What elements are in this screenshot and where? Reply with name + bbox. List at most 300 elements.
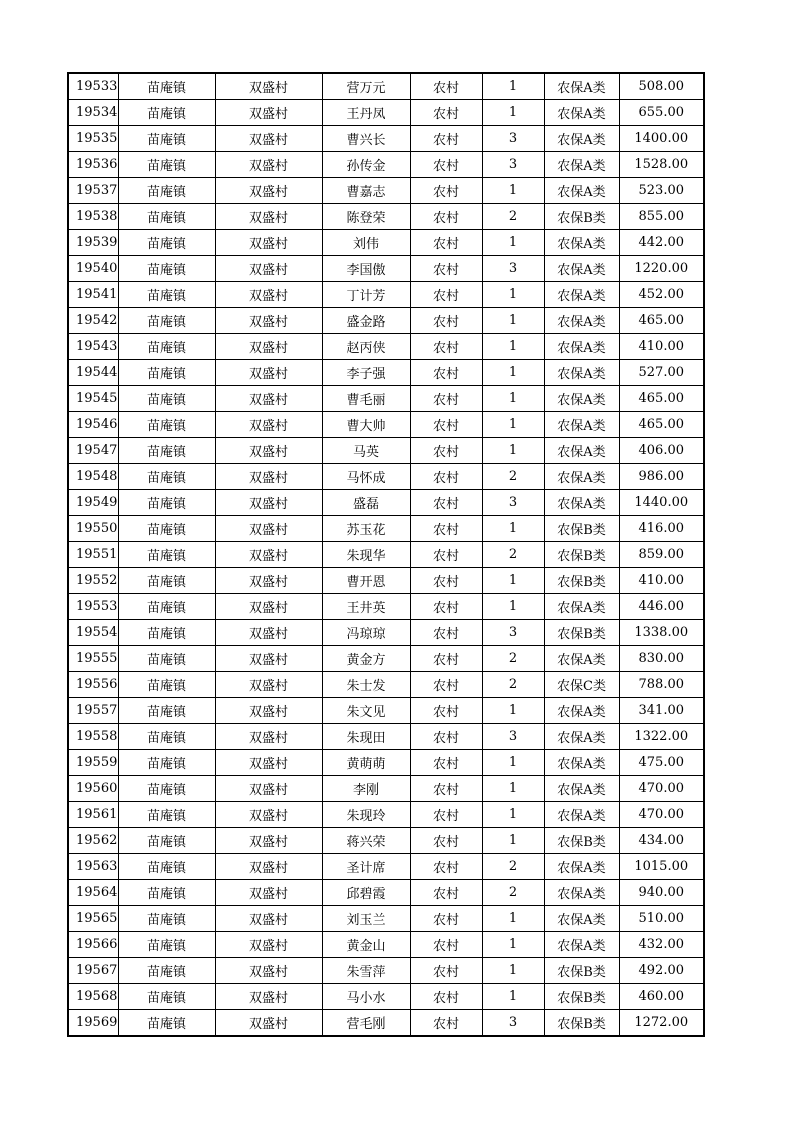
name-cell: 黄金山 xyxy=(322,932,410,958)
amount-cell: 1338.00 xyxy=(619,620,704,646)
record-id-cell: 19560 xyxy=(68,776,118,802)
table-row xyxy=(68,334,704,360)
count-cell: 1 xyxy=(482,984,544,1010)
household-type-cell: 农村 xyxy=(410,828,482,854)
count-cell: 1 xyxy=(482,230,544,256)
amount-cell: 655.00 xyxy=(619,100,704,126)
name-cell: 陈登荣 xyxy=(322,204,410,230)
table-row xyxy=(68,412,704,438)
village-cell: 双盛村 xyxy=(215,334,322,360)
household-type-cell: 农村 xyxy=(410,516,482,542)
table-row xyxy=(68,204,704,230)
name-cell: 营毛刚 xyxy=(322,1010,410,1037)
record-id-cell: 19558 xyxy=(68,724,118,750)
town-cell: 苗庵镇 xyxy=(118,880,215,906)
household-type-cell: 农村 xyxy=(410,412,482,438)
village-cell: 双盛村 xyxy=(215,854,322,880)
household-type-cell: 农村 xyxy=(410,464,482,490)
amount-cell: 341.00 xyxy=(619,698,704,724)
village-cell: 双盛村 xyxy=(215,490,322,516)
village-cell: 双盛村 xyxy=(215,750,322,776)
amount-cell: 508.00 xyxy=(619,73,704,100)
town-cell: 苗庵镇 xyxy=(118,1010,215,1037)
household-type-cell: 农村 xyxy=(410,724,482,750)
town-cell: 苗庵镇 xyxy=(118,360,215,386)
category-cell: 农保B类 xyxy=(544,984,619,1010)
household-type-cell: 农村 xyxy=(410,490,482,516)
table-row xyxy=(68,984,704,1010)
category-cell: 农保A类 xyxy=(544,438,619,464)
table-row xyxy=(68,490,704,516)
amount-cell: 442.00 xyxy=(619,230,704,256)
table-row xyxy=(68,100,704,126)
count-cell: 1 xyxy=(482,906,544,932)
household-type-cell: 农村 xyxy=(410,932,482,958)
count-cell: 1 xyxy=(482,828,544,854)
table-row xyxy=(68,438,704,464)
amount-cell: 1440.00 xyxy=(619,490,704,516)
table-row xyxy=(68,73,704,100)
record-id-cell: 19551 xyxy=(68,542,118,568)
record-id-cell: 19562 xyxy=(68,828,118,854)
town-cell: 苗庵镇 xyxy=(118,204,215,230)
town-cell: 苗庵镇 xyxy=(118,334,215,360)
town-cell: 苗庵镇 xyxy=(118,698,215,724)
village-cell: 双盛村 xyxy=(215,568,322,594)
amount-cell: 1322.00 xyxy=(619,724,704,750)
name-cell: 曹嘉志 xyxy=(322,178,410,204)
count-cell: 1 xyxy=(482,932,544,958)
count-cell: 3 xyxy=(482,126,544,152)
amount-cell: 410.00 xyxy=(619,334,704,360)
name-cell: 丁计芳 xyxy=(322,282,410,308)
name-cell: 马小水 xyxy=(322,984,410,1010)
category-cell: 农保B类 xyxy=(544,568,619,594)
amount-cell: 523.00 xyxy=(619,178,704,204)
table-row xyxy=(68,958,704,984)
count-cell: 1 xyxy=(482,308,544,334)
table-row xyxy=(68,828,704,854)
household-type-cell: 农村 xyxy=(410,958,482,984)
town-cell: 苗庵镇 xyxy=(118,828,215,854)
record-id-cell: 19561 xyxy=(68,802,118,828)
household-type-cell: 农村 xyxy=(410,802,482,828)
count-cell: 1 xyxy=(482,178,544,204)
village-cell: 双盛村 xyxy=(215,308,322,334)
town-cell: 苗庵镇 xyxy=(118,282,215,308)
town-cell: 苗庵镇 xyxy=(118,178,215,204)
table-row xyxy=(68,932,704,958)
table-row xyxy=(68,802,704,828)
category-cell: 农保A类 xyxy=(544,464,619,490)
category-cell: 农保A类 xyxy=(544,802,619,828)
town-cell: 苗庵镇 xyxy=(118,73,215,100)
town-cell: 苗庵镇 xyxy=(118,672,215,698)
count-cell: 1 xyxy=(482,594,544,620)
table-row xyxy=(68,568,704,594)
category-cell: 农保B类 xyxy=(544,958,619,984)
count-cell: 3 xyxy=(482,490,544,516)
town-cell: 苗庵镇 xyxy=(118,126,215,152)
village-cell: 双盛村 xyxy=(215,594,322,620)
town-cell: 苗庵镇 xyxy=(118,568,215,594)
count-cell: 1 xyxy=(482,412,544,438)
count-cell: 1 xyxy=(482,73,544,100)
name-cell: 曹大帅 xyxy=(322,412,410,438)
category-cell: 农保B类 xyxy=(544,204,619,230)
table-row xyxy=(68,776,704,802)
amount-cell: 410.00 xyxy=(619,568,704,594)
town-cell: 苗庵镇 xyxy=(118,932,215,958)
table-row xyxy=(68,542,704,568)
town-cell: 苗庵镇 xyxy=(118,230,215,256)
records-table xyxy=(67,72,705,1037)
count-cell: 2 xyxy=(482,542,544,568)
amount-cell: 432.00 xyxy=(619,932,704,958)
household-type-cell: 农村 xyxy=(410,438,482,464)
town-cell: 苗庵镇 xyxy=(118,542,215,568)
town-cell: 苗庵镇 xyxy=(118,386,215,412)
record-id-cell: 19555 xyxy=(68,646,118,672)
household-type-cell: 农村 xyxy=(410,542,482,568)
record-id-cell: 19550 xyxy=(68,516,118,542)
amount-cell: 470.00 xyxy=(619,776,704,802)
amount-cell: 1220.00 xyxy=(619,256,704,282)
village-cell: 双盛村 xyxy=(215,932,322,958)
amount-cell: 1015.00 xyxy=(619,854,704,880)
village-cell: 双盛村 xyxy=(215,724,322,750)
record-id-cell: 19553 xyxy=(68,594,118,620)
village-cell: 双盛村 xyxy=(215,412,322,438)
town-cell: 苗庵镇 xyxy=(118,646,215,672)
name-cell: 营万元 xyxy=(322,73,410,100)
village-cell: 双盛村 xyxy=(215,516,322,542)
record-id-cell: 19552 xyxy=(68,568,118,594)
town-cell: 苗庵镇 xyxy=(118,516,215,542)
record-id-cell: 19537 xyxy=(68,178,118,204)
count-cell: 2 xyxy=(482,880,544,906)
village-cell: 双盛村 xyxy=(215,880,322,906)
amount-cell: 465.00 xyxy=(619,412,704,438)
table-row xyxy=(68,1010,704,1037)
table-row xyxy=(68,698,704,724)
count-cell: 1 xyxy=(482,750,544,776)
record-id-cell: 19569 xyxy=(68,1010,118,1037)
record-id-cell: 19547 xyxy=(68,438,118,464)
amount-cell: 830.00 xyxy=(619,646,704,672)
name-cell: 李刚 xyxy=(322,776,410,802)
count-cell: 2 xyxy=(482,854,544,880)
table-row xyxy=(68,620,704,646)
amount-cell: 527.00 xyxy=(619,360,704,386)
record-id-cell: 19543 xyxy=(68,334,118,360)
table-row xyxy=(68,178,704,204)
table-row xyxy=(68,750,704,776)
table-row xyxy=(68,152,704,178)
count-cell: 2 xyxy=(482,672,544,698)
household-type-cell: 农村 xyxy=(410,100,482,126)
household-type-cell: 农村 xyxy=(410,620,482,646)
table-row xyxy=(68,880,704,906)
count-cell: 1 xyxy=(482,516,544,542)
record-id-cell: 19542 xyxy=(68,308,118,334)
household-type-cell: 农村 xyxy=(410,646,482,672)
category-cell: 农保A类 xyxy=(544,256,619,282)
category-cell: 农保A类 xyxy=(544,854,619,880)
town-cell: 苗庵镇 xyxy=(118,412,215,438)
town-cell: 苗庵镇 xyxy=(118,750,215,776)
table-row xyxy=(68,906,704,932)
record-id-cell: 19568 xyxy=(68,984,118,1010)
name-cell: 苏玉花 xyxy=(322,516,410,542)
category-cell: 农保A类 xyxy=(544,334,619,360)
record-id-cell: 19557 xyxy=(68,698,118,724)
village-cell: 双盛村 xyxy=(215,178,322,204)
amount-cell: 475.00 xyxy=(619,750,704,776)
record-id-cell: 19548 xyxy=(68,464,118,490)
amount-cell: 460.00 xyxy=(619,984,704,1010)
category-cell: 农保A类 xyxy=(544,724,619,750)
record-id-cell: 19540 xyxy=(68,256,118,282)
household-type-cell: 农村 xyxy=(410,282,482,308)
village-cell: 双盛村 xyxy=(215,256,322,282)
count-cell: 3 xyxy=(482,620,544,646)
category-cell: 农保B类 xyxy=(544,542,619,568)
category-cell: 农保A类 xyxy=(544,308,619,334)
count-cell: 2 xyxy=(482,646,544,672)
category-cell: 农保A类 xyxy=(544,776,619,802)
town-cell: 苗庵镇 xyxy=(118,802,215,828)
count-cell: 1 xyxy=(482,282,544,308)
household-type-cell: 农村 xyxy=(410,1010,482,1037)
household-type-cell: 农村 xyxy=(410,594,482,620)
category-cell: 农保A类 xyxy=(544,100,619,126)
category-cell: 农保B类 xyxy=(544,516,619,542)
table-row xyxy=(68,516,704,542)
record-id-cell: 19567 xyxy=(68,958,118,984)
count-cell: 3 xyxy=(482,1010,544,1037)
record-id-cell: 19564 xyxy=(68,880,118,906)
amount-cell: 492.00 xyxy=(619,958,704,984)
town-cell: 苗庵镇 xyxy=(118,256,215,282)
category-cell: 农保A类 xyxy=(544,594,619,620)
record-id-cell: 19556 xyxy=(68,672,118,698)
household-type-cell: 农村 xyxy=(410,672,482,698)
household-type-cell: 农村 xyxy=(410,360,482,386)
category-cell: 农保C类 xyxy=(544,672,619,698)
record-id-cell: 19538 xyxy=(68,204,118,230)
village-cell: 双盛村 xyxy=(215,542,322,568)
household-type-cell: 农村 xyxy=(410,698,482,724)
record-id-cell: 19539 xyxy=(68,230,118,256)
village-cell: 双盛村 xyxy=(215,73,322,100)
table-row xyxy=(68,308,704,334)
village-cell: 双盛村 xyxy=(215,282,322,308)
name-cell: 黄金方 xyxy=(322,646,410,672)
town-cell: 苗庵镇 xyxy=(118,438,215,464)
amount-cell: 446.00 xyxy=(619,594,704,620)
name-cell: 蒋兴荣 xyxy=(322,828,410,854)
name-cell: 朱现田 xyxy=(322,724,410,750)
record-id-cell: 19535 xyxy=(68,126,118,152)
name-cell: 圣计席 xyxy=(322,854,410,880)
amount-cell: 416.00 xyxy=(619,516,704,542)
household-type-cell: 农村 xyxy=(410,73,482,100)
amount-cell: 1528.00 xyxy=(619,152,704,178)
amount-cell: 406.00 xyxy=(619,438,704,464)
category-cell: 农保A类 xyxy=(544,360,619,386)
count-cell: 3 xyxy=(482,256,544,282)
name-cell: 黄萌萌 xyxy=(322,750,410,776)
town-cell: 苗庵镇 xyxy=(118,100,215,126)
household-type-cell: 农村 xyxy=(410,178,482,204)
count-cell: 1 xyxy=(482,360,544,386)
household-type-cell: 农村 xyxy=(410,126,482,152)
name-cell: 曹兴长 xyxy=(322,126,410,152)
category-cell: 农保A类 xyxy=(544,126,619,152)
count-cell: 1 xyxy=(482,802,544,828)
category-cell: 农保A类 xyxy=(544,880,619,906)
amount-cell: 859.00 xyxy=(619,542,704,568)
record-id-cell: 19563 xyxy=(68,854,118,880)
category-cell: 农保A类 xyxy=(544,932,619,958)
category-cell: 农保A类 xyxy=(544,73,619,100)
town-cell: 苗庵镇 xyxy=(118,854,215,880)
amount-cell: 470.00 xyxy=(619,802,704,828)
table-row xyxy=(68,282,704,308)
record-id-cell: 19541 xyxy=(68,282,118,308)
name-cell: 赵丙侠 xyxy=(322,334,410,360)
village-cell: 双盛村 xyxy=(215,802,322,828)
table-row xyxy=(68,360,704,386)
category-cell: 农保A类 xyxy=(544,412,619,438)
amount-cell: 1400.00 xyxy=(619,126,704,152)
table-row xyxy=(68,854,704,880)
name-cell: 刘伟 xyxy=(322,230,410,256)
record-id-cell: 19546 xyxy=(68,412,118,438)
village-cell: 双盛村 xyxy=(215,204,322,230)
village-cell: 双盛村 xyxy=(215,828,322,854)
category-cell: 农保A类 xyxy=(544,698,619,724)
table-row xyxy=(68,256,704,282)
count-cell: 2 xyxy=(482,464,544,490)
count-cell: 1 xyxy=(482,776,544,802)
name-cell: 朱士发 xyxy=(322,672,410,698)
category-cell: 农保B类 xyxy=(544,620,619,646)
category-cell: 农保B类 xyxy=(544,1010,619,1037)
village-cell: 双盛村 xyxy=(215,100,322,126)
town-cell: 苗庵镇 xyxy=(118,594,215,620)
table-row xyxy=(68,724,704,750)
village-cell: 双盛村 xyxy=(215,672,322,698)
record-id-cell: 19536 xyxy=(68,152,118,178)
category-cell: 农保A类 xyxy=(544,750,619,776)
household-type-cell: 农村 xyxy=(410,152,482,178)
amount-cell: 465.00 xyxy=(619,308,704,334)
village-cell: 双盛村 xyxy=(215,698,322,724)
table-row xyxy=(68,386,704,412)
count-cell: 2 xyxy=(482,204,544,230)
category-cell: 农保A类 xyxy=(544,152,619,178)
village-cell: 双盛村 xyxy=(215,984,322,1010)
household-type-cell: 农村 xyxy=(410,750,482,776)
village-cell: 双盛村 xyxy=(215,230,322,256)
category-cell: 农保A类 xyxy=(544,178,619,204)
amount-cell: 855.00 xyxy=(619,204,704,230)
category-cell: 农保A类 xyxy=(544,230,619,256)
name-cell: 李国傲 xyxy=(322,256,410,282)
name-cell: 马英 xyxy=(322,438,410,464)
town-cell: 苗庵镇 xyxy=(118,906,215,932)
category-cell: 农保A类 xyxy=(544,490,619,516)
name-cell: 朱文见 xyxy=(322,698,410,724)
name-cell: 盛金路 xyxy=(322,308,410,334)
name-cell: 冯琼琼 xyxy=(322,620,410,646)
amount-cell: 465.00 xyxy=(619,386,704,412)
count-cell: 1 xyxy=(482,568,544,594)
table-row xyxy=(68,126,704,152)
category-cell: 农保A类 xyxy=(544,646,619,672)
category-cell: 农保A类 xyxy=(544,906,619,932)
record-id-cell: 19534 xyxy=(68,100,118,126)
village-cell: 双盛村 xyxy=(215,126,322,152)
household-type-cell: 农村 xyxy=(410,256,482,282)
town-cell: 苗庵镇 xyxy=(118,464,215,490)
village-cell: 双盛村 xyxy=(215,464,322,490)
household-type-cell: 农村 xyxy=(410,776,482,802)
amount-cell: 510.00 xyxy=(619,906,704,932)
table-row xyxy=(68,594,704,620)
amount-cell: 434.00 xyxy=(619,828,704,854)
village-cell: 双盛村 xyxy=(215,646,322,672)
household-type-cell: 农村 xyxy=(410,386,482,412)
name-cell: 曹开恩 xyxy=(322,568,410,594)
table-body xyxy=(68,73,704,1036)
count-cell: 1 xyxy=(482,100,544,126)
village-cell: 双盛村 xyxy=(215,152,322,178)
village-cell: 双盛村 xyxy=(215,620,322,646)
count-cell: 1 xyxy=(482,438,544,464)
household-type-cell: 农村 xyxy=(410,230,482,256)
town-cell: 苗庵镇 xyxy=(118,620,215,646)
name-cell: 马怀成 xyxy=(322,464,410,490)
name-cell: 刘玉兰 xyxy=(322,906,410,932)
amount-cell: 1272.00 xyxy=(619,1010,704,1037)
village-cell: 双盛村 xyxy=(215,438,322,464)
count-cell: 1 xyxy=(482,334,544,360)
name-cell: 朱雪萍 xyxy=(322,958,410,984)
village-cell: 双盛村 xyxy=(215,906,322,932)
household-type-cell: 农村 xyxy=(410,906,482,932)
village-cell: 双盛村 xyxy=(215,958,322,984)
record-id-cell: 19559 xyxy=(68,750,118,776)
village-cell: 双盛村 xyxy=(215,360,322,386)
name-cell: 王丹凤 xyxy=(322,100,410,126)
name-cell: 曹毛丽 xyxy=(322,386,410,412)
record-id-cell: 19549 xyxy=(68,490,118,516)
count-cell: 1 xyxy=(482,386,544,412)
name-cell: 朱现华 xyxy=(322,542,410,568)
town-cell: 苗庵镇 xyxy=(118,984,215,1010)
record-id-cell: 19565 xyxy=(68,906,118,932)
category-cell: 农保B类 xyxy=(544,828,619,854)
record-id-cell: 19544 xyxy=(68,360,118,386)
name-cell: 王井英 xyxy=(322,594,410,620)
category-cell: 农保A类 xyxy=(544,386,619,412)
amount-cell: 940.00 xyxy=(619,880,704,906)
household-type-cell: 农村 xyxy=(410,880,482,906)
town-cell: 苗庵镇 xyxy=(118,776,215,802)
